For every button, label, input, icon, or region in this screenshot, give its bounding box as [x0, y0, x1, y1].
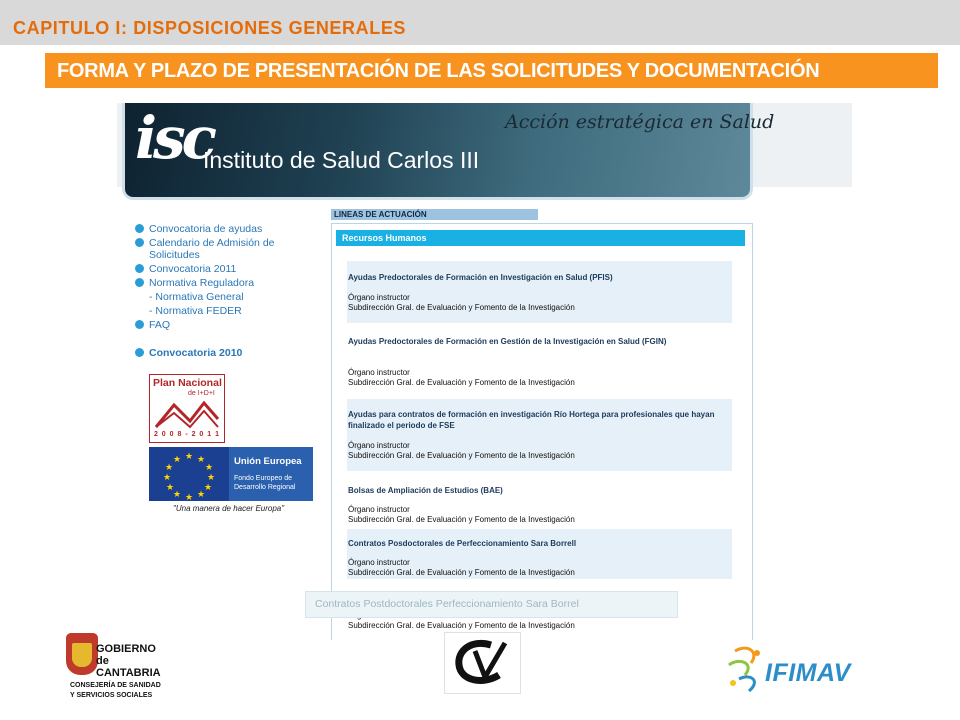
sidebar-item-normativa-general[interactable] — [149, 291, 244, 303]
crest-inner — [72, 643, 92, 667]
item-line1: Órgano instructor — [348, 368, 410, 377]
item-line2: Subdirección Gral. de Evaluación y Fomento de la Investigación — [348, 303, 575, 312]
section-label: Recursos Humanos — [342, 233, 427, 243]
sidebar-item-normativa-feder[interactable] — [149, 305, 242, 317]
sidebar-item-label: Convocatoria 2010 — [149, 347, 243, 359]
list-item[interactable] — [347, 529, 732, 579]
section-recursos-humanos[interactable] — [336, 230, 745, 246]
sidebar-item-label: Convocatoria de ayudas — [149, 223, 263, 235]
eu-fund — [234, 474, 312, 492]
eu-fund-line1: Fondo Europeo de — [234, 475, 292, 482]
plan-nacional-subtitle: de I+D+I — [188, 390, 215, 397]
bullet-icon — [135, 278, 144, 287]
svg-text:★: ★ — [184, 493, 194, 501]
sidebar-item-normativa[interactable] — [135, 277, 254, 289]
sidebar-item-label: Convocatoria 2011 — [149, 263, 237, 275]
item-line2: Subdirección Gral. de Evaluación y Fomento de la Investigación — [348, 451, 575, 460]
institute-name: Instituto de Salud Carlos III — [203, 147, 480, 173]
isciii-header[interactable] — [125, 103, 775, 197]
center-logo — [444, 632, 521, 694]
gobierno-cantabria-logo — [66, 633, 176, 703]
plan-nacional-years: 2 0 0 8 - 2 0 1 1 — [153, 431, 221, 438]
lineas-header — [331, 209, 538, 220]
list-item[interactable] — [347, 399, 732, 471]
bullet-icon — [135, 348, 144, 357]
slide-title-bar — [45, 53, 938, 88]
lineas-label: LINEAS DE ACTUACIÓN — [334, 210, 427, 219]
list-item[interactable] — [347, 329, 732, 391]
sidebar-item-label: - Normativa General — [149, 291, 244, 303]
eu-flag-icon — [149, 447, 229, 501]
item-line1: Órgano instructor — [348, 558, 410, 567]
crest-icon — [66, 633, 98, 675]
consejeria-line1: CONSEJERÍA DE SANIDAD — [70, 682, 161, 689]
list-item[interactable] — [347, 478, 732, 528]
svg-text:★: ★ — [203, 483, 213, 493]
sidebar-item-label: - Normativa FEDER — [149, 305, 242, 317]
bullet-icon — [135, 320, 144, 329]
eu-motto: "Una manera de hacer Europa" — [173, 504, 285, 513]
eu-stars-icon — [149, 447, 229, 501]
ifimav-swirl-icon — [725, 643, 769, 695]
svg-text:★: ★ — [162, 473, 172, 483]
item-line1: Órgano instructor — [348, 293, 410, 302]
chapter-banner — [0, 0, 960, 45]
isc-logo: isc — [135, 104, 214, 172]
sidebar-item-label: Solicitudes — [149, 249, 200, 261]
svg-text:★: ★ — [172, 490, 182, 500]
tooltip-text: Contratos Postdoctorales Perfeccionamiento Sara Borrel — [315, 598, 579, 610]
ifimav-text: IFIMAV — [765, 659, 851, 687]
cv-logo-icon — [453, 637, 513, 689]
bullet-icon — [135, 238, 144, 247]
sidebar-item-convocatoria-2011[interactable] — [135, 263, 236, 275]
svg-text:★: ★ — [164, 463, 174, 473]
svg-text:★: ★ — [172, 455, 182, 465]
ifimav-logo — [725, 643, 855, 698]
consejeria-line2: Y SERVICIOS SOCIALES — [70, 692, 153, 699]
item-line1: Órgano instructor — [348, 505, 410, 514]
sidebar-item-calendario[interactable] — [135, 237, 275, 249]
sidebar-item-faq[interactable] — [135, 319, 170, 331]
item-title: Ayudas para contratos de formación en investigación Río Hortega para profesionales que hayan finalizado el periodo de FSE — [348, 410, 715, 430]
header-tagline: Acción estratégica en Salud — [505, 111, 775, 133]
plan-nacional-graphic — [154, 399, 220, 429]
eu-logo[interactable] — [149, 447, 313, 501]
sidebar-item-calendario-cont[interactable] — [149, 249, 200, 261]
item-title: Ayudas Predoctorales de Formación en Investigación en Salud (PFIS) — [348, 273, 613, 282]
sidebar-item-convocatoria-ayudas[interactable] — [135, 223, 262, 235]
sidebar-item-convocatoria-2010[interactable] — [135, 347, 242, 359]
sidebar-item-label: FAQ — [149, 319, 171, 331]
svg-text:★: ★ — [196, 490, 206, 500]
svg-text:★: ★ — [184, 452, 194, 462]
chapter-title: CAPITULO I: DISPOSICIONES GENERALES — [13, 18, 407, 38]
item-title: Bolsas de Ampliación de Estudios (BAE) — [348, 486, 503, 495]
item-line2: Subdirección Gral. de Evaluación y Fomento de la Investigación — [348, 621, 575, 630]
bullet-icon — [135, 264, 144, 273]
svg-text:★: ★ — [206, 473, 216, 483]
plan-nacional-title: Plan Nacional — [153, 377, 222, 389]
slide-title: FORMA Y PLAZO DE PRESENTACIÓN DE LAS SOLICITUDES Y DOCUMENTACIÓN — [57, 60, 820, 82]
item-title: Ayudas Predoctorales de Formación en Gestión de la Investigación en Salud (FGIN) — [348, 337, 667, 346]
plan-nacional-logo[interactable] — [149, 374, 225, 443]
gobierno-line1: GOBIERNO — [96, 643, 156, 655]
list-item[interactable] — [347, 261, 732, 323]
item-line2: Subdirección Gral. de Evaluación y Fomento de la Investigación — [348, 515, 575, 524]
item-title: Contratos Posdoctorales de Perfeccionamiento Sara Borrell — [348, 539, 577, 548]
item-line1: Órgano instructor — [348, 441, 410, 450]
sidebar-item-label: Calendario de Admisión de — [149, 237, 275, 249]
svg-text:★: ★ — [196, 455, 206, 465]
svg-text:★: ★ — [165, 483, 175, 493]
item-line2: Subdirección Gral. de Evaluación y Fomento de la Investigación — [348, 568, 575, 577]
eu-fund-line2: Desarrollo Regional — [234, 484, 296, 491]
website-screenshot — [117, 103, 852, 640]
sidebar-item-label: Normativa Reguladora — [149, 277, 255, 289]
eu-title: Unión Europea — [234, 456, 302, 467]
svg-text:★: ★ — [204, 463, 214, 473]
gobierno-line3: CANTABRIA — [96, 667, 161, 679]
gobierno-line2: de — [96, 655, 109, 667]
link-tooltip — [305, 591, 678, 618]
bullet-icon — [135, 224, 144, 233]
item-line2: Subdirección Gral. de Evaluación y Fomento de la Investigación — [348, 378, 575, 387]
